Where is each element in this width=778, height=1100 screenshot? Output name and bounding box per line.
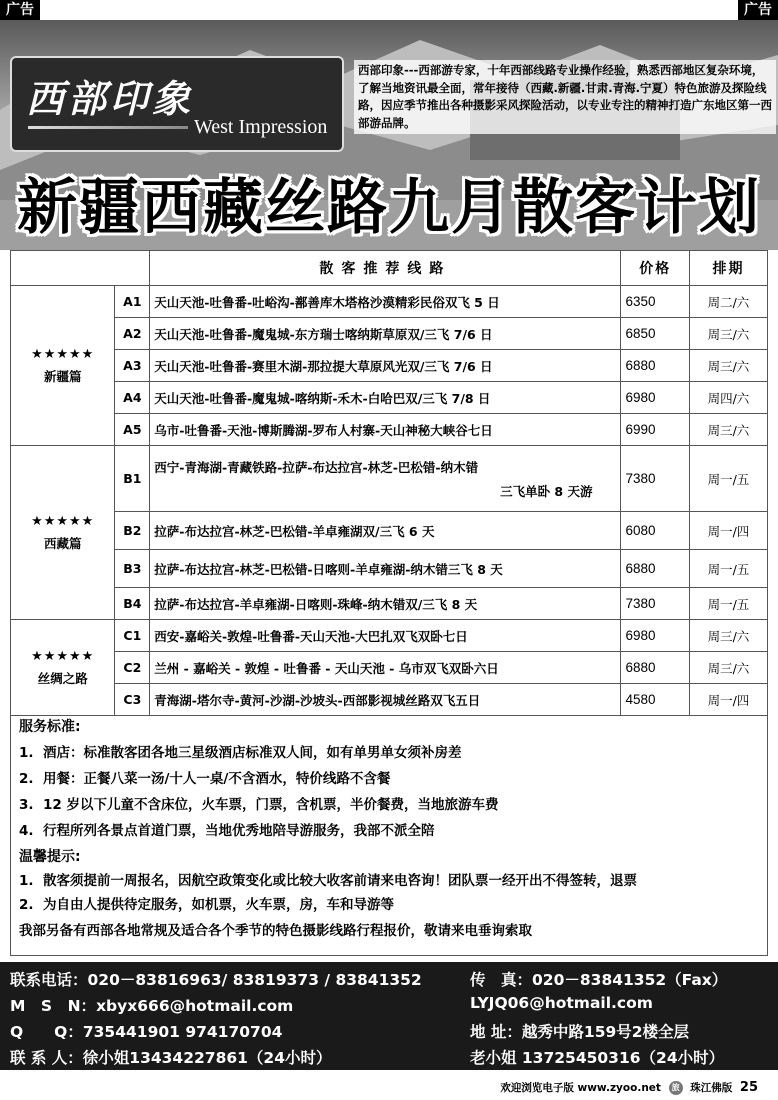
contact-person-line	[10, 1046, 332, 1068]
table-row	[11, 446, 768, 512]
logo-en-text: West Impression	[194, 116, 328, 138]
page-footer	[0, 1074, 778, 1100]
service-num: 4.	[19, 823, 34, 839]
table-row	[11, 684, 768, 716]
tip-item	[19, 892, 767, 918]
route-code: A5	[115, 414, 150, 446]
region-silk-road	[11, 620, 115, 716]
qq-label: Q Q：	[10, 1023, 83, 1041]
header-route: 散客推荐线路	[150, 251, 621, 286]
contact-address-line	[470, 1020, 689, 1042]
route-name: 天山天池-吐鲁番-赛里木湖-那拉提大草原风光双/三飞 7/6 日	[150, 350, 621, 382]
service-num: 2.	[19, 771, 34, 787]
route-price: 4580	[621, 684, 689, 716]
route-schedule: 周三/六	[689, 350, 767, 382]
route-name: 兰州 - 嘉峪关 - 敦煌 - 吐鲁番 - 天山天池 - 乌市双飞双卧六日	[150, 652, 621, 684]
header-schedule: 排期	[689, 251, 767, 286]
region-name: 新疆篇	[43, 368, 82, 384]
page-number: 25	[739, 1080, 758, 1095]
route-name-multiline	[150, 446, 621, 512]
route-schedule: 周三/六	[689, 318, 767, 350]
ad-label-right: 广告	[738, 0, 778, 20]
route-table	[10, 250, 768, 716]
person-label: 联 系 人：	[10, 1049, 83, 1067]
service-text: 12 岁以下儿童不含床位，火车票，门票，含机票，半价餐费，当地旅游车费	[43, 797, 499, 813]
route-schedule: 周三/六	[689, 414, 767, 446]
route-code: B3	[115, 550, 150, 588]
logo-underline	[28, 126, 188, 129]
service-item	[19, 792, 767, 818]
service-section	[10, 714, 768, 956]
header-blank	[11, 251, 150, 286]
contact-bar	[0, 962, 778, 1070]
service-item	[19, 740, 767, 766]
headline: 新疆西藏丝路九月散客计划	[17, 173, 761, 243]
contact-phone-line	[10, 968, 422, 990]
route-price: 6850	[621, 318, 689, 350]
service-title: 服务标准:	[19, 719, 81, 735]
route-name: 拉萨-布达拉宫-羊卓雍湖-日喀则-珠峰-纳木错双/三飞 8 天	[150, 588, 621, 620]
route-name: 天山天池-吐鲁番-魔鬼城-喀纳斯-禾木-白哈巴双/三飞 7/8 日	[150, 382, 621, 414]
region-name: 西藏篇	[43, 535, 82, 551]
person-2: 老小姐 13725450316（24小时）	[470, 1049, 725, 1067]
brand-logo	[10, 56, 344, 152]
fax-number: 020－83841352（Fax）	[532, 971, 728, 989]
service-text: 用餐：正餐八菜一汤/十人一桌/不含酒水，特价线路不含餐	[43, 771, 391, 787]
service-num: 3.	[19, 797, 34, 813]
table-row	[11, 550, 768, 588]
route-name: 西宁-青海湖-青藏铁路-拉萨-布达拉宫-林芝-巴松错-纳木错	[154, 459, 479, 475]
service-text: 酒店：标准散客团各地三星级酒店标准双人间，如有单男单女须补房差	[43, 745, 462, 761]
route-price: 7380	[621, 446, 689, 512]
msn-address-2: LYJQ06@hotmail.com	[470, 994, 653, 1012]
stars-rating: ★★★★★	[31, 346, 95, 362]
route-schedule: 周一/四	[689, 684, 767, 716]
route-schedule: 周三/六	[689, 620, 767, 652]
hero-banner	[0, 20, 778, 250]
ad-label-left: 广告	[0, 0, 40, 20]
table-row	[11, 286, 768, 318]
service-text: 行程所列各景点首道门票，当地优秀地陪导游服务，我部不派全陪	[43, 823, 435, 839]
route-schedule: 周一/五	[689, 588, 767, 620]
person-1: 徐小姐13434227861（24小时）	[82, 1049, 332, 1067]
tip-item	[19, 870, 767, 892]
logo-cn-text: 西部印象	[26, 76, 195, 121]
intro-lead: 西部印象---西部游专家，十年西部线路专业操作经验，	[358, 63, 637, 77]
table-row	[11, 588, 768, 620]
route-code: A1	[115, 286, 150, 318]
table-row	[11, 382, 768, 414]
contact-fax-line	[470, 968, 727, 990]
route-name: 西安-嘉峪关-敦煌-吐鲁番-天山天池-大巴扎双飞双卧七日	[150, 620, 621, 652]
tip-num: 1.	[19, 873, 34, 889]
footer-edition: 珠江佛版	[690, 1082, 733, 1094]
route-name: 天山天池-吐鲁番-吐峪沟-鄯善库木塔格沙漠精彩民俗双飞 5 日	[150, 286, 621, 318]
route-code: C1	[115, 620, 150, 652]
route-name: 拉萨-布达拉宫-林芝-巴松错-羊卓雍湖双/三飞 6 天	[150, 512, 621, 550]
intro-text	[354, 60, 776, 134]
table-row	[11, 414, 768, 446]
route-price: 6990	[621, 414, 689, 446]
stars-rating: ★★★★★	[31, 513, 95, 529]
route-name: 天山天池-吐鲁番-魔鬼城-东方瑞士喀纳斯草原双/三飞 7/6 日	[150, 318, 621, 350]
route-price: 6880	[621, 652, 689, 684]
msn-address-1: xbyx666@hotmail.com	[96, 997, 294, 1015]
region-xinjiang	[11, 286, 115, 446]
route-price: 6880	[621, 350, 689, 382]
route-code: B1	[115, 446, 150, 512]
closing-note: 我部另备有西部各地常规及适合各个季节的特色摄影线路行程报价，敬请来电垂询索取	[19, 923, 532, 939]
route-code: C3	[115, 684, 150, 716]
intro-rest: 熟悉西部地区复杂环境，了解当地资讯最全面，常年接待（西藏.新疆.甘肃.青海.宁夏）特色旅游及探险线路，因应季节推出各种摄影采风探险活动，以专业专注的精神打造广东地区第一西部游品牌。	[358, 63, 772, 130]
footer-text-wrap	[500, 1080, 758, 1095]
region-name: 丝绸之路	[37, 670, 88, 686]
table-row	[11, 350, 768, 382]
route-schedule: 周一/五	[689, 550, 767, 588]
address-text: 越秀中路159号2楼全层	[521, 1023, 690, 1041]
contact-qq-line	[10, 1020, 282, 1042]
tip-text: 为自由人提供待定服务，如机票，火车票，房，车和导游等	[43, 897, 394, 913]
service-item	[19, 766, 767, 792]
contact-msn-line	[10, 994, 293, 1016]
route-code: B2	[115, 512, 150, 550]
route-price: 6880	[621, 550, 689, 588]
travel-badge-icon: 旅	[669, 1081, 683, 1095]
route-code: A4	[115, 382, 150, 414]
route-schedule: 周四/六	[689, 382, 767, 414]
route-name: 拉萨-布达拉宫-林芝-巴松错-日喀则-羊卓雍湖-纳木错三飞 8 天	[150, 550, 621, 588]
route-price: 7380	[621, 588, 689, 620]
table-row	[11, 512, 768, 550]
route-price: 6980	[621, 382, 689, 414]
route-schedule: 周一/四	[689, 512, 767, 550]
route-code: A3	[115, 350, 150, 382]
phone-numbers: 020－83816963/ 83819373 / 83841352	[87, 971, 422, 989]
region-tibet	[11, 446, 115, 620]
route-schedule: 周一/五	[689, 446, 767, 512]
phone-label: 联系电话：	[10, 971, 88, 989]
header-price: 价格	[621, 251, 689, 286]
route-name: 乌市-吐鲁番-天池-博斯腾湖-罗布人村寨-天山神秘大峡谷七日	[150, 414, 621, 446]
tips-title: 温馨提示:	[19, 849, 81, 865]
table-row	[11, 318, 768, 350]
route-table-header	[11, 251, 768, 286]
msn-label: M S N：	[10, 997, 97, 1015]
tip-num: 2.	[19, 897, 34, 913]
route-code: B4	[115, 588, 150, 620]
route-schedule: 周二/六	[689, 286, 767, 318]
table-row	[11, 620, 768, 652]
route-schedule: 周三/六	[689, 652, 767, 684]
footer-site-text: 欢迎浏览电子版 www.zyoo.net	[500, 1082, 661, 1094]
table-row	[11, 652, 768, 684]
route-name-sub: 三飞单卧 8 天游	[500, 483, 593, 499]
fax-label: 传 真：	[470, 971, 533, 989]
stars-rating: ★★★★★	[31, 648, 95, 664]
route-price: 6080	[621, 512, 689, 550]
route-price: 6980	[621, 620, 689, 652]
route-code: A2	[115, 318, 150, 350]
service-item	[19, 818, 767, 844]
route-code: C2	[115, 652, 150, 684]
route-name: 青海湖-塔尔寺-黄河-沙湖-沙坡头-西部影视城丝路双飞五日	[150, 684, 621, 716]
address-label: 地 址：	[470, 1023, 522, 1041]
route-price: 6350	[621, 286, 689, 318]
qq-numbers: 735441901 974170704	[82, 1023, 283, 1041]
service-num: 1.	[19, 745, 34, 761]
tip-text: 散客须提前一周报名，因航空政策变化或比较大收客前请来电咨询！团队票一经开出不得签转，退票	[43, 873, 637, 889]
